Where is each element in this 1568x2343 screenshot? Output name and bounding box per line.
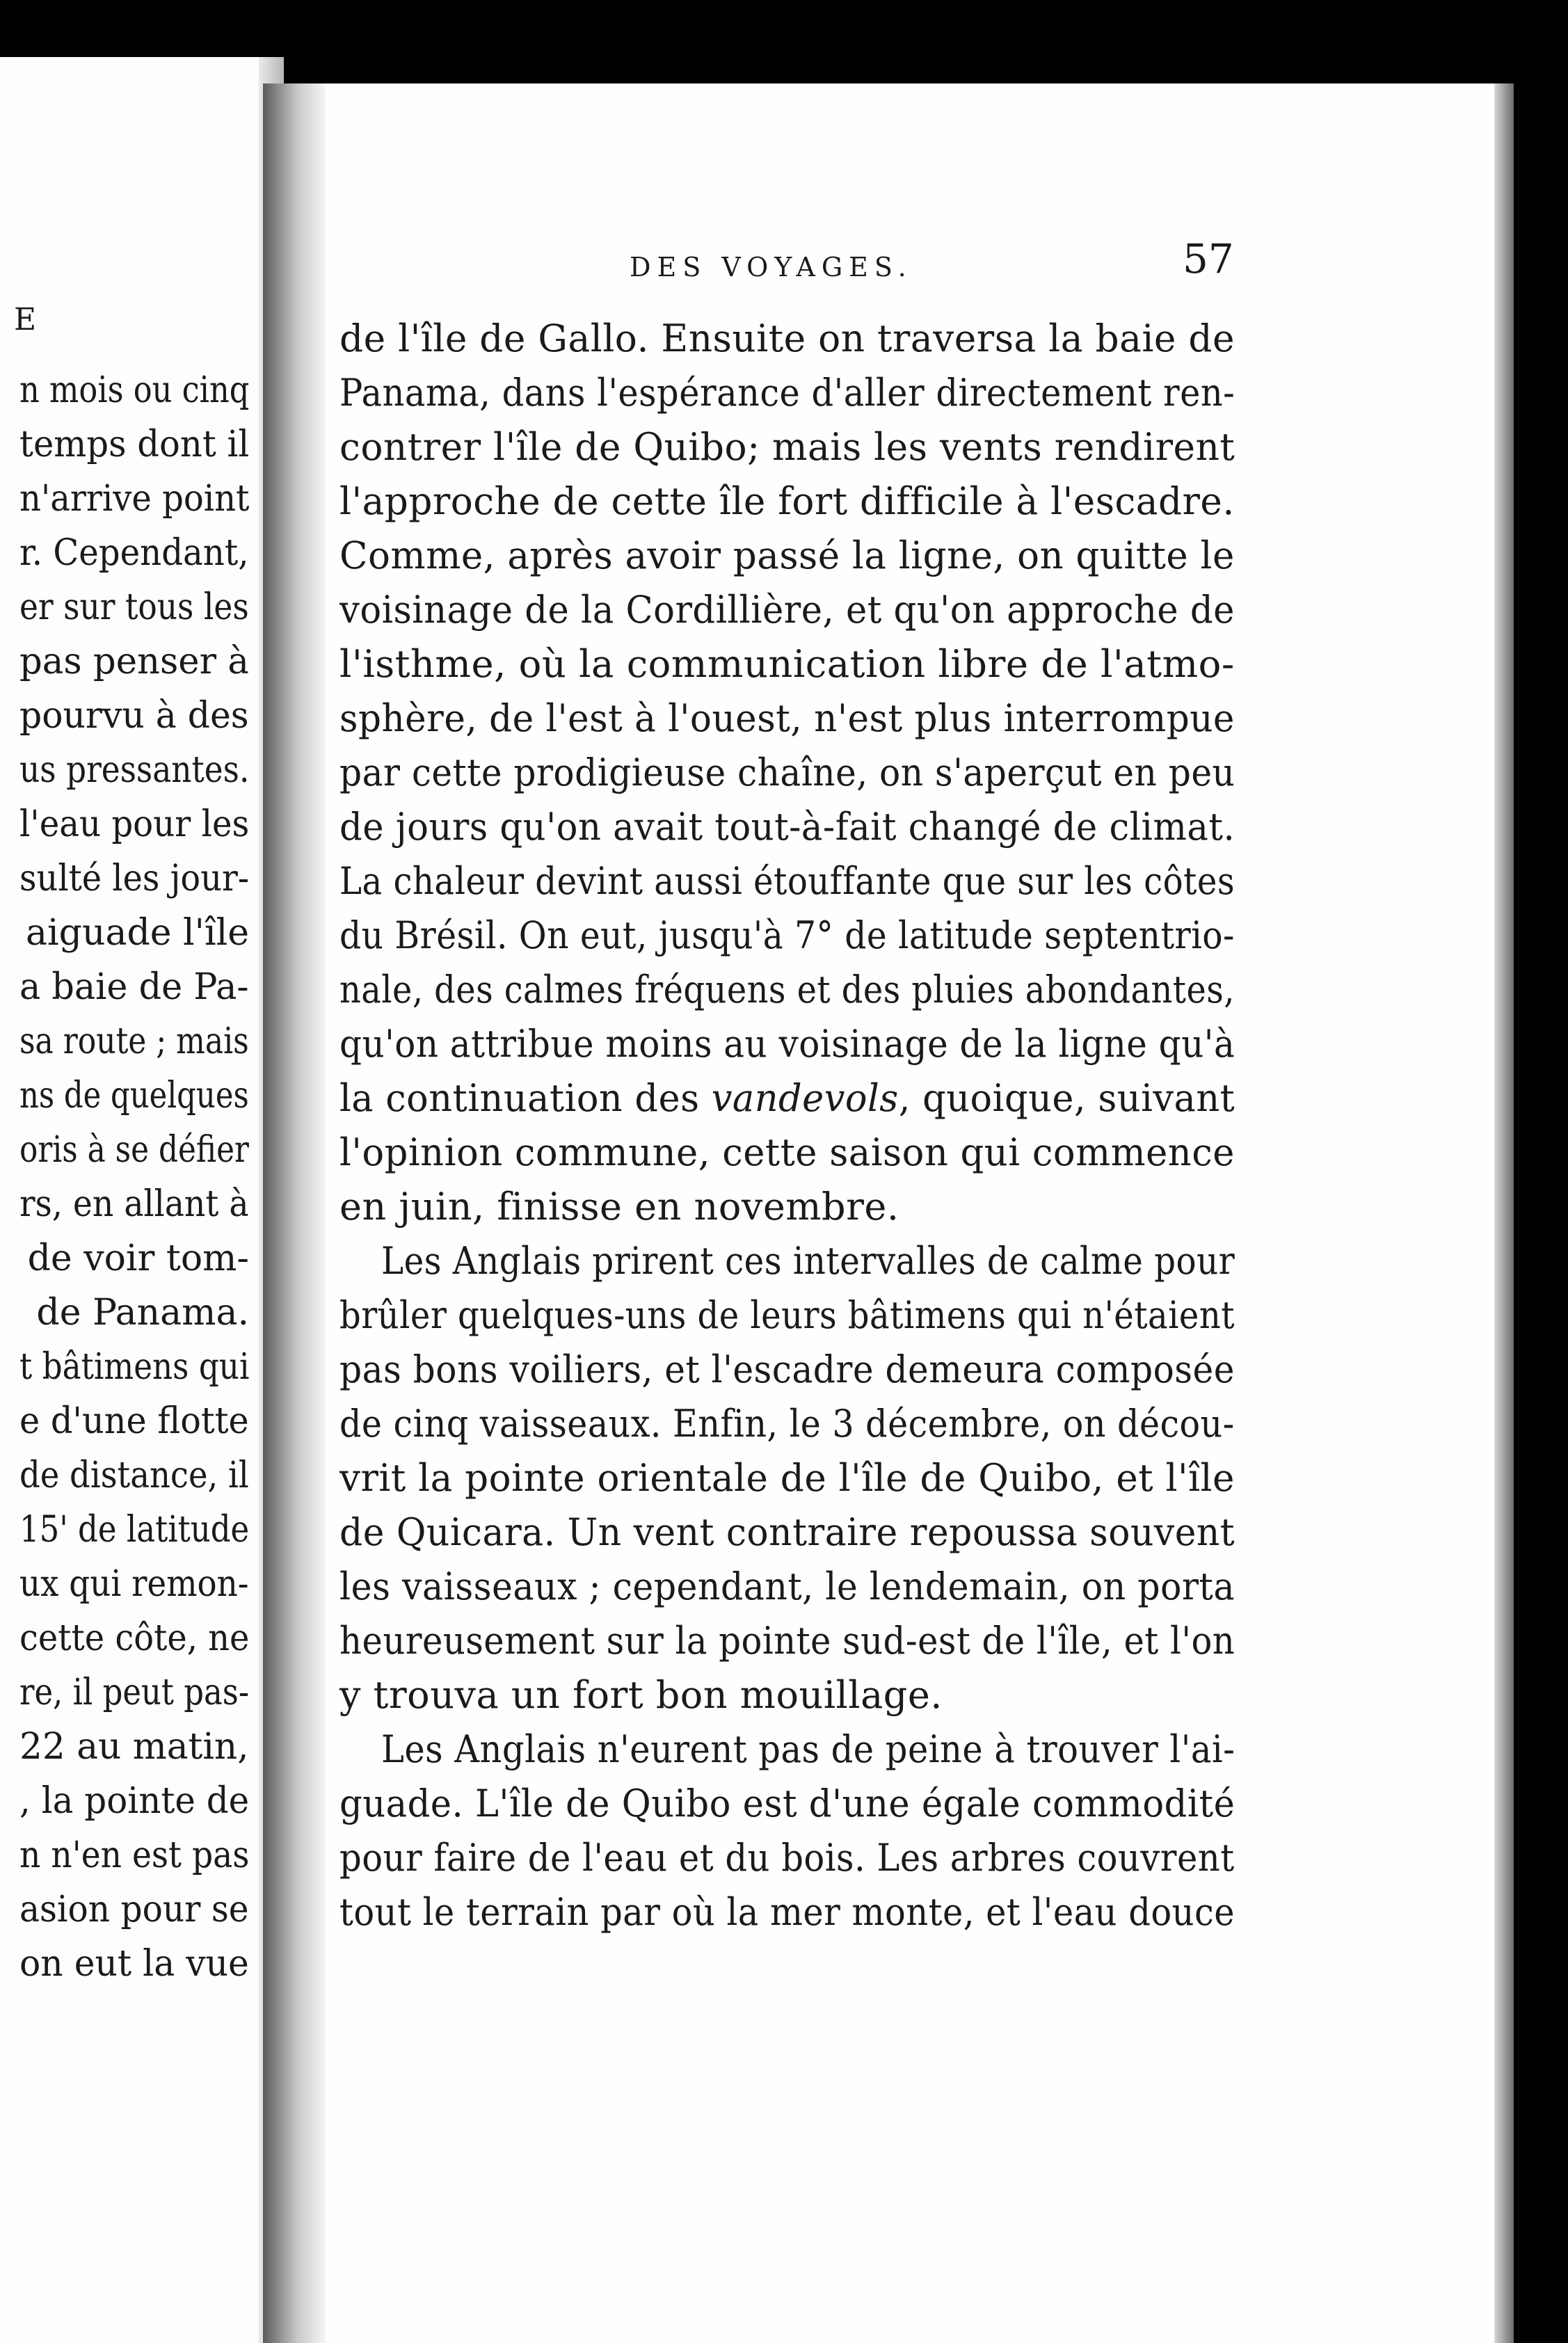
left-text-line: , la pointe de [19, 1780, 249, 1822]
body-text-line: sphère, de l'est à l'ouest, n'est plus interrompue [339, 696, 1235, 740]
body-text-line: Panama, dans l'espérance d'aller directement ren- [339, 371, 1235, 415]
left-text-line: sa route ; mais [19, 1021, 249, 1062]
body-text-line: de cinq vaisseaux. Enfin, le 3 décembre, on décou- [339, 1402, 1235, 1446]
body-text-line: voisinage de la Cordillière, et qu'on approche de [339, 588, 1235, 632]
running-head: DES VOYAGES. [630, 252, 913, 282]
left-text-line: ns de quelques [19, 1075, 249, 1117]
left-text-line: re, il peut pas- [19, 1672, 249, 1713]
left-text-line: 15' de latitude [19, 1509, 249, 1551]
body-text-line: Les Anglais n'eurent pas de peine à trouver l'ai- [381, 1727, 1235, 1771]
page-number: 57 [1183, 235, 1234, 282]
left-text-line: ux qui remon- [19, 1563, 249, 1605]
body-text-line: guade. L'île de Quibo est d'une égale commodité [339, 1782, 1235, 1825]
body-text-line: l'approche de cette île fort difficile à l'escadre. [339, 479, 1235, 523]
body-text-line: l'opinion commune, cette saison qui commence [339, 1130, 1235, 1174]
left-text-line: temps dont il [19, 424, 249, 465]
left-text-line: rs, en allant à [19, 1183, 249, 1225]
body-text-line: de Quicara. Un vent contraire repoussa souvent [339, 1510, 1235, 1554]
body-text-line: par cette prodigieuse chaîne, on s'aperçut en peu [339, 751, 1235, 794]
left-text-line: sulté les jour- [19, 858, 249, 899]
text-segment: la continuation des [339, 1076, 712, 1120]
left-text-line: oris à se défier [19, 1129, 249, 1171]
body-text-line: y trouva un fort bon mouillage. [339, 1673, 943, 1717]
body-text-line: l'isthme, où la communication libre de l'atmo- [339, 642, 1235, 686]
left-text-line: de voir tom- [27, 1238, 249, 1279]
body-text-line: en juin, finisse en novembre. [339, 1185, 899, 1229]
body-text-line-with-italic [339, 1071, 1235, 1126]
left-text-line: e d'une flotte [19, 1400, 249, 1442]
body-text-line: contrer l'île de Quibo; mais les vents rendirent [339, 425, 1235, 469]
left-text-line: on eut la vue [19, 1943, 249, 1985]
left-text-line: us pressantes. [19, 749, 249, 791]
left-text-line: aiguade l'île [26, 912, 249, 954]
left-text-line: 22 au matin, [19, 1726, 249, 1768]
body-text-line: brûler quelques-uns de leurs bâtimens qui n'étaient [339, 1293, 1235, 1337]
body-text-line: pour faire de l'eau et du bois. Les arbres couvrent [339, 1836, 1235, 1880]
left-page-header: E [14, 302, 37, 337]
body-text-line: heureusement sur la pointe sud-est de l'île, et l'on [339, 1619, 1235, 1663]
book-gutter [263, 83, 326, 2343]
left-facing-page [0, 57, 284, 2343]
body-text-line: Comme, après avoir passé la ligne, on quitte le [339, 534, 1235, 577]
body-text-line: tout le terrain par où la mer monte, et l'eau douce [339, 1890, 1235, 1934]
left-text-line: n n'en est pas [19, 1834, 249, 1876]
left-text-line: de distance, il [19, 1455, 249, 1496]
left-text-line: asion pour se [19, 1889, 249, 1930]
text-segment: , quoique, suivant [898, 1076, 1235, 1120]
left-text-line: er sur tous les [19, 586, 249, 628]
left-text-line: n mois ou cinq [19, 369, 249, 411]
page-edge [1494, 83, 1514, 2343]
body-text-line: de jours qu'on avait tout-à-fait changé de climat. [339, 805, 1235, 849]
left-text-line: cette côte, ne [19, 1617, 249, 1659]
left-text-line: a baie de Pa- [19, 966, 249, 1008]
left-text-line: r. Cependant, [19, 532, 249, 574]
left-text-line: de Panama. [36, 1292, 249, 1334]
body-text-line: vrit la pointe orientale de l'île de Quibo, et l'île [339, 1456, 1235, 1500]
left-text-line: t bâtimens qui [19, 1346, 249, 1388]
body-text-line: du Brésil. On eut, jusqu'à 7° de latitude septentrio- [339, 913, 1235, 957]
left-text-line: n'arrive point [19, 478, 249, 520]
body-text-line: qu'on attribue moins au voisinage de la ligne qu'à [339, 1022, 1235, 1066]
body-text-line: les vaisseaux ; cependant, le lendemain, on porta [339, 1565, 1235, 1608]
body-text-line: Les Anglais prirent ces intervalles de calme pour [381, 1239, 1235, 1283]
body-text-line: nale, des calmes fréquens et des pluies abondantes, [339, 968, 1235, 1011]
body-text-line: de l'île de Gallo. Ensuite on traversa la baie de [339, 317, 1235, 360]
body-text-line: La chaleur devint aussi étouffante que sur les côtes [339, 859, 1235, 903]
left-text-line: pourvu à des [19, 695, 249, 737]
left-text-line: pas penser à [19, 641, 249, 682]
body-text-line: pas bons voiliers, et l'escadre demeura composée [339, 1348, 1235, 1391]
italic-term: vandevols [711, 1076, 899, 1120]
left-text-line: l'eau pour les [19, 803, 249, 845]
